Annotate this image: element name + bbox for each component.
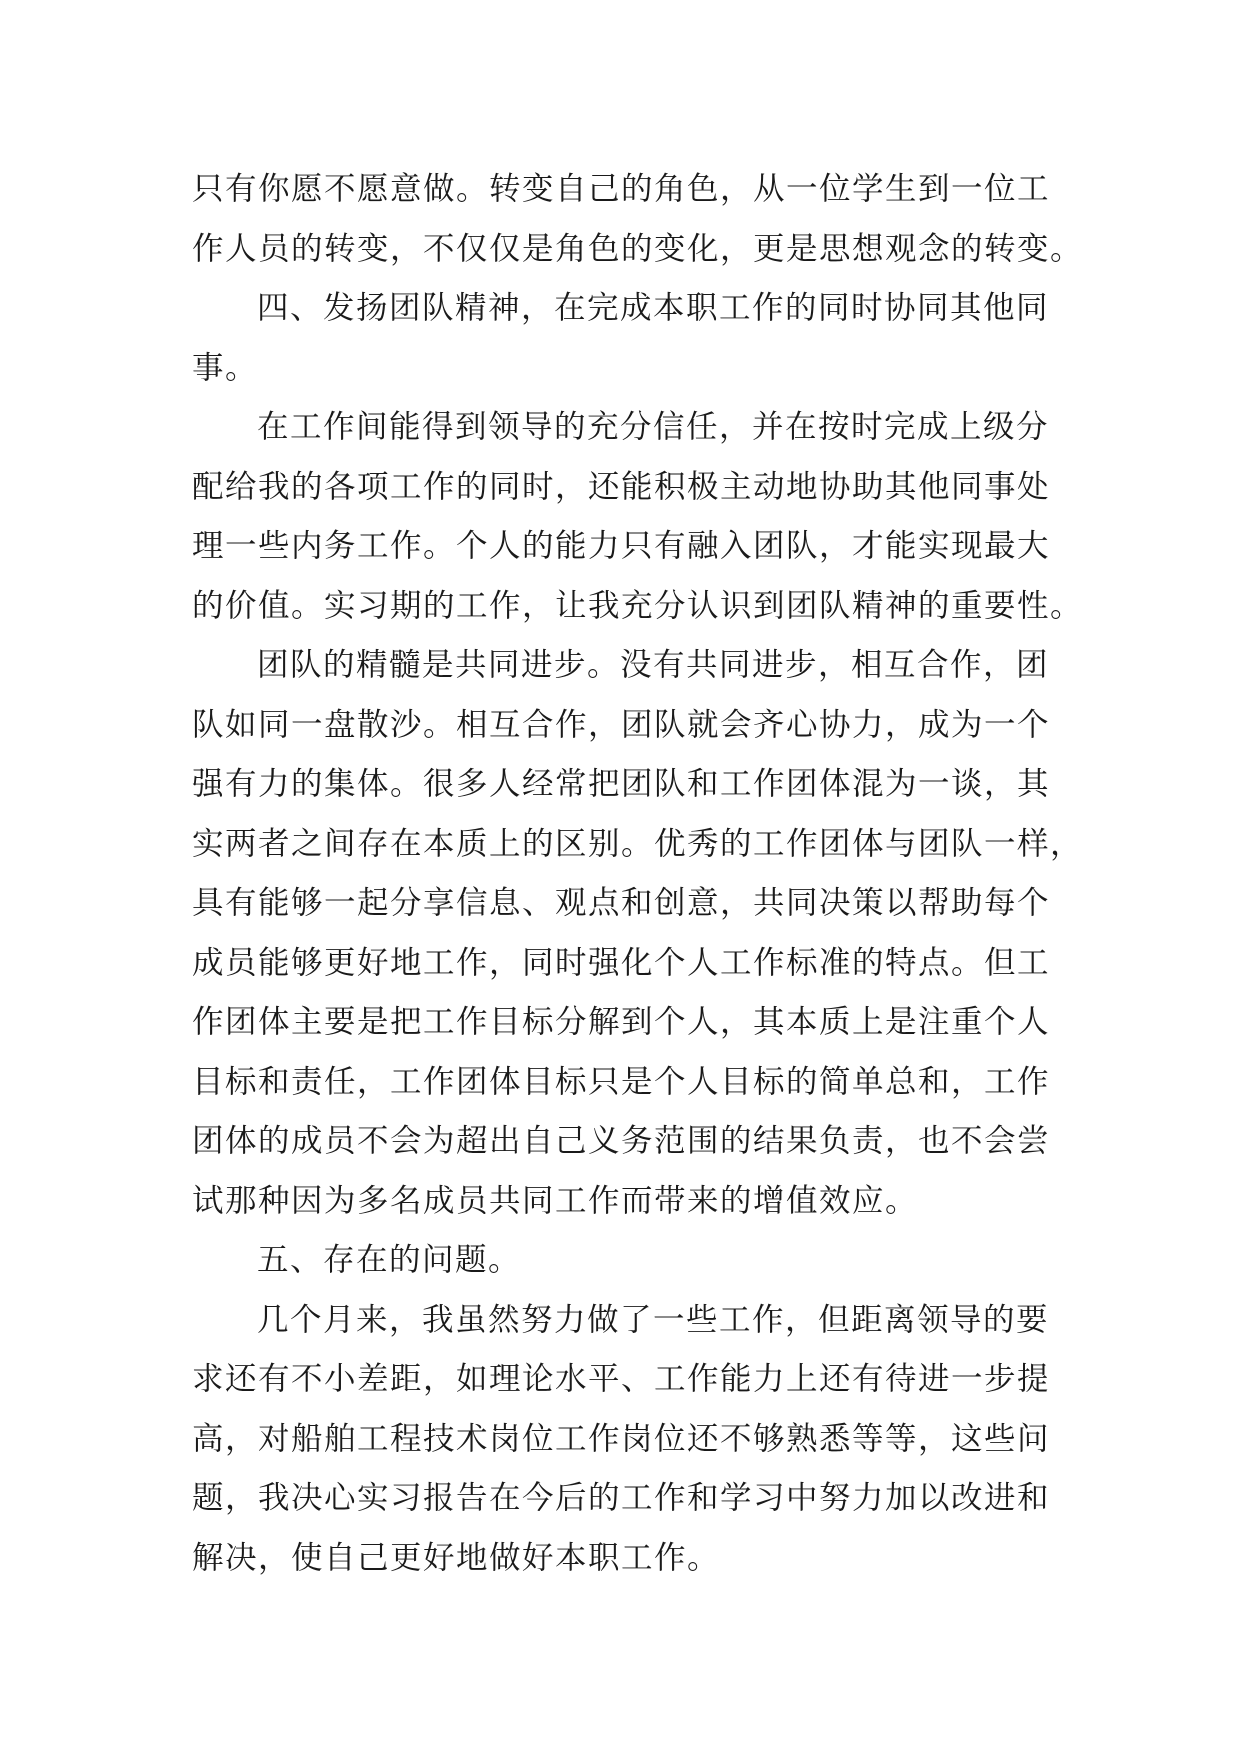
text-line: 理一些内务工作。个人的能力只有融入团队，才能实现最大 <box>192 528 1051 564</box>
document-body <box>192 160 1084 1588</box>
text-line: 队如同一盘散沙。相互合作，团队就会齐心协力，成为一个 <box>192 706 1051 743</box>
text-line: 作团体主要是把工作目标分解到个人，其本质上是注重个人 <box>192 1004 1051 1040</box>
text-line: 的价值。实习期的工作，让我充分认识到团队精神的重要性。 <box>192 587 1084 624</box>
text-line: 五、存在的问题。 <box>257 1242 522 1278</box>
text-line: 题，我决心实习报告在今后的工作和学习中努力加以改进和 <box>192 1480 1051 1516</box>
text-line: 团体的成员不会为超出自己义务范围的结果负责，也不会尝 <box>192 1123 1051 1159</box>
text-line: 只有你愿不愿意做。转变自己的角色，从一位学生到一位工 <box>192 171 1051 207</box>
text-line: 在工作间能得到领导的充分信任，并在按时完成上级分 <box>257 409 1050 445</box>
text-line: 求还有不小差距，如理论水平、工作能力上还有待进一步提 <box>192 1361 1051 1397</box>
text-line: 解决，使自己更好地做好本职工作。 <box>192 1539 721 1576</box>
text-line: 配给我的各项工作的同时，还能积极主动地协助其他同事处 <box>192 468 1051 505</box>
text-line: 具有能够一起分享信息、观点和创意，共同决策以帮助每个 <box>192 885 1051 921</box>
text-line: 作人员的转变，不仅仅是角色的变化，更是思想观念的转变。 <box>192 230 1084 267</box>
text-line: 四、发扬团队精神，在完成本职工作的同时协同其他同 <box>257 290 1050 326</box>
text-line: 成员能够更好地工作，同时强化个人工作标准的特点。但工 <box>192 944 1051 981</box>
text-line: 强有力的集体。很多人经常把团队和工作团体混为一谈，其 <box>192 766 1051 802</box>
text-line: 高，对船舶工程技术岗位工作岗位还不够熟悉等等，这些问 <box>192 1420 1051 1457</box>
text-line: 试那种因为多名成员共同工作而带来的增值效应。 <box>192 1182 919 1219</box>
text-line: 团队的精髓是共同进步。没有共同进步，相互合作，团 <box>257 647 1050 683</box>
text-line: 目标和责任，工作团体目标只是个人目标的简单总和，工作 <box>192 1063 1051 1100</box>
text-line: 实两者之间存在本质上的区别。优秀的工作团体与团队一样， <box>192 825 1084 862</box>
text-line: 事。 <box>192 349 259 386</box>
text-line: 几个月来，我虽然努力做了一些工作，但距离领导的要 <box>257 1301 1050 1338</box>
